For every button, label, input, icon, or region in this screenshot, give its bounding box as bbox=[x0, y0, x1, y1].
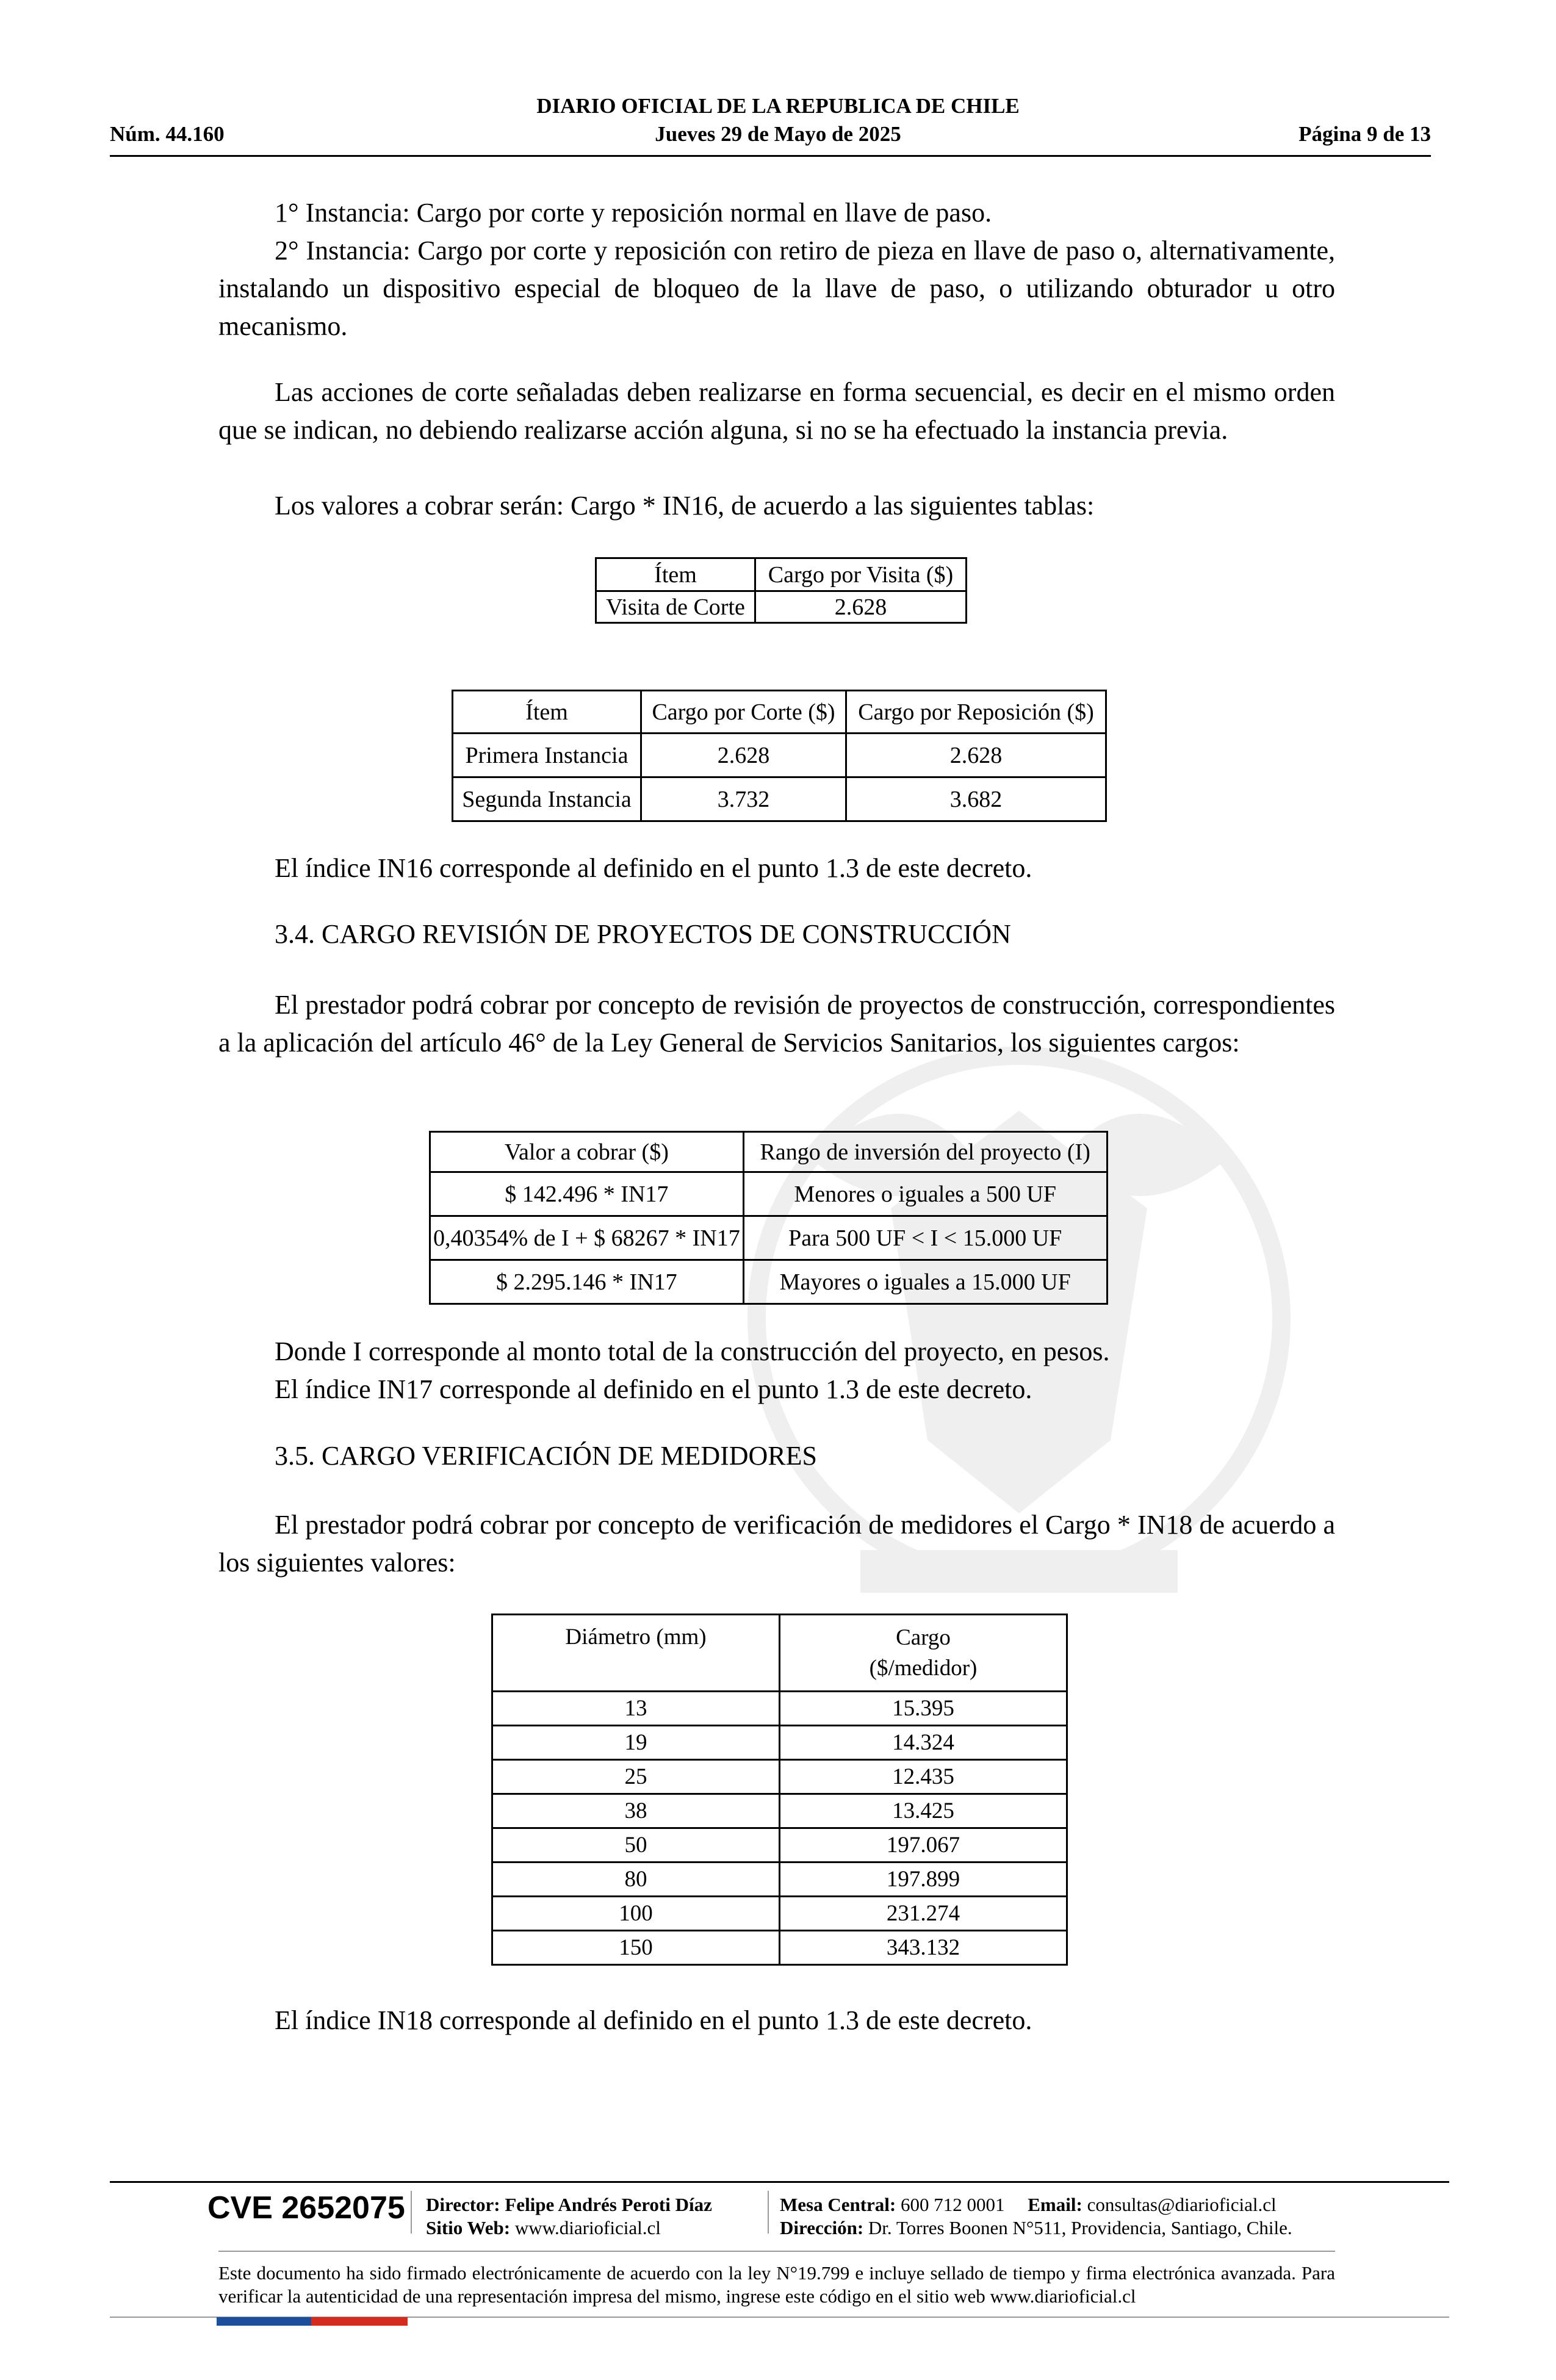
table-cell: 2.628 bbox=[846, 734, 1106, 777]
table-cell: 150 bbox=[492, 1931, 780, 1965]
table-header-cell: Ítem bbox=[453, 691, 641, 734]
table-row bbox=[430, 1260, 1108, 1304]
table-cell: Visita de Corte bbox=[596, 591, 755, 623]
table-cell: Segunda Instancia bbox=[453, 777, 641, 821]
table-cell: Primera Instancia bbox=[453, 734, 641, 777]
table-cell: 3.732 bbox=[641, 777, 846, 821]
footer-address-line bbox=[780, 2216, 1292, 2240]
table-row bbox=[492, 1828, 1067, 1863]
table-row bbox=[430, 1172, 1108, 1216]
table-header-cell: Cargo por Visita ($) bbox=[755, 558, 967, 591]
paragraph-in16: El índice IN16 corresponde al definido en el punto 1.3 de este decreto. bbox=[275, 853, 1032, 883]
table-row bbox=[596, 591, 967, 623]
mesa-label: Mesa Central: bbox=[780, 2194, 896, 2215]
page-indicator: Página 9 de 13 bbox=[1298, 122, 1431, 146]
table-cell: 19 bbox=[492, 1726, 780, 1760]
email-label: Email: bbox=[1028, 2194, 1082, 2215]
table-cell: Mayores o iguales a 15.000 UF bbox=[743, 1260, 1107, 1304]
address-value: Dr. Torres Boonen N°511, Providencia, Santiago, Chile. bbox=[868, 2217, 1292, 2238]
table-cell: $ 2.295.146 * IN17 bbox=[430, 1260, 744, 1304]
flag-stripe-blue bbox=[217, 2317, 311, 2326]
paragraph-values-intro: Los valores a cobrar serán: Cargo * IN16, de acuerdo a las siguientes tablas: bbox=[275, 491, 1095, 521]
table-cell: 14.324 bbox=[780, 1726, 1067, 1760]
table-row bbox=[492, 1692, 1067, 1726]
paragraph-donde-i: Donde I corresponde al monto total de la construcción del proyecto, en pesos. bbox=[275, 1336, 1110, 1366]
paragraph-revision-proyectos: El prestador podrá cobrar por concepto de revisión de proyectos de construcción, correspondientes a la aplicación del artículo 46° de la Ley General de Servicios Sanitarios, los siguientes cargos: bbox=[218, 990, 1335, 1058]
table-row bbox=[492, 1897, 1067, 1931]
table-revision-proyectos bbox=[429, 1131, 1108, 1305]
table-cell: 15.395 bbox=[780, 1692, 1067, 1726]
table-cell: 13 bbox=[492, 1692, 780, 1726]
issue-date: Jueves 29 de Mayo de 2025 bbox=[655, 122, 901, 146]
table-cell: Para 500 UF < I < 15.000 UF bbox=[743, 1216, 1107, 1260]
table-row bbox=[430, 1216, 1108, 1260]
paragraph-sequential-actions: Las acciones de corte señaladas deben realizarse en forma secuencial, es decir en el mismo orden que se indican, no debiendo realizarse acción alguna, si no se ha efectuado la instancia previa. bbox=[218, 377, 1335, 445]
table-cargo-visita bbox=[595, 557, 967, 624]
address-label: Dirección: bbox=[780, 2217, 864, 2238]
table-header-cell bbox=[492, 1615, 780, 1692]
table-row bbox=[453, 777, 1106, 821]
table-cargo-corte-reposicion bbox=[452, 690, 1107, 822]
table-header-cell: Valor a cobrar ($) bbox=[430, 1132, 744, 1172]
table-cell: 25 bbox=[492, 1760, 780, 1794]
table-cell: 80 bbox=[492, 1863, 780, 1897]
header-divider bbox=[110, 155, 1431, 157]
paragraph-first-instance: 1° Instancia: Cargo por corte y reposición normal en llave de paso. bbox=[275, 198, 992, 228]
table-cell: 12.435 bbox=[780, 1760, 1067, 1794]
web-label: Sitio Web: bbox=[426, 2217, 511, 2238]
table-header-cell bbox=[780, 1615, 1067, 1692]
header-cargo: Cargo bbox=[896, 1625, 951, 1650]
table-cell: 197.899 bbox=[780, 1863, 1067, 1897]
table-cell: $ 142.496 * IN17 bbox=[430, 1172, 744, 1216]
paragraph-second-instance: 2° Instancia: Cargo por corte y reposición con retiro de pieza en llave de paso o, alternativamente, instalando un dispositivo especial de bloqueo de la llave de paso, o utilizando obturador u otro mecanismo. bbox=[218, 236, 1335, 341]
footer-divider bbox=[110, 2181, 1449, 2183]
table-cell: 100 bbox=[492, 1897, 780, 1931]
table-header-cell: Rango de inversión del proyecto (I) bbox=[743, 1132, 1107, 1172]
table-row bbox=[453, 734, 1106, 777]
footer-separator bbox=[411, 2191, 412, 2234]
table-cell: 38 bbox=[492, 1794, 780, 1828]
table-header-cell: Cargo por Reposición ($) bbox=[846, 691, 1106, 734]
table-cell: Menores o iguales a 500 UF bbox=[743, 1172, 1107, 1216]
footer-inner-divider bbox=[218, 2251, 1335, 2252]
table-row bbox=[492, 1931, 1067, 1965]
mesa-phone: 600 712 0001 bbox=[901, 2194, 1005, 2215]
footer-web-line bbox=[426, 2216, 661, 2240]
header-cargo-unit: ($/medidor) bbox=[869, 1655, 978, 1681]
footer-director-line bbox=[426, 2193, 712, 2216]
legal-notice: Este documento ha sido firmado electrónicamente de acuerdo con la ley N°19.799 e incluye sellado de tiempo y firma electrónica avanzada. Para verificar la autenticidad de una representación impresa del mismo, ingrese este código en el sitio web www.diarioficial.cl bbox=[218, 2262, 1335, 2307]
footer-contact-line bbox=[780, 2193, 1277, 2216]
table-header-cell: Cargo por Corte ($) bbox=[641, 691, 846, 734]
cve-code: CVE 2652075 bbox=[207, 2190, 405, 2226]
paragraph-in17: El índice IN17 corresponde al definido en el punto 1.3 de este decreto. bbox=[275, 1374, 1032, 1404]
table-cell: 2.628 bbox=[641, 734, 846, 777]
heading-3-5: 3.5. CARGO VERIFICACIÓN DE MEDIDORES bbox=[275, 1441, 818, 1471]
heading-3-4: 3.4. CARGO REVISIÓN DE PROYECTOS DE CONSTRUCCIÓN bbox=[275, 919, 1011, 949]
header-diametro: Diámetro (mm) bbox=[565, 1625, 707, 1650]
email-link[interactable]: consultas@diarioficial.cl bbox=[1087, 2194, 1277, 2215]
director-name: Felipe Andrés Peroti Díaz bbox=[505, 2194, 712, 2215]
newspaper-title: DIARIO OFICIAL DE LA REPUBLICA DE CHILE bbox=[536, 94, 1020, 118]
table-cell: 343.132 bbox=[780, 1931, 1067, 1965]
table-verificacion-medidores bbox=[491, 1614, 1068, 1966]
paragraph-in18: El índice IN18 corresponde al definido en el punto 1.3 de este decreto. bbox=[275, 2005, 1032, 2035]
table-row bbox=[492, 1726, 1067, 1760]
table-cell: 13.425 bbox=[780, 1794, 1067, 1828]
table-cell: 3.682 bbox=[846, 777, 1106, 821]
footer-separator bbox=[768, 2191, 769, 2234]
table-row bbox=[492, 1760, 1067, 1794]
table-cell: 50 bbox=[492, 1828, 780, 1863]
table-row bbox=[492, 1794, 1067, 1828]
table-cell: 231.274 bbox=[780, 1897, 1067, 1931]
issue-number: Núm. 44.160 bbox=[110, 122, 225, 146]
table-row bbox=[492, 1863, 1067, 1897]
table-header-cell: Ítem bbox=[596, 558, 755, 591]
paragraph-verificacion-medidores: El prestador podrá cobrar por concepto de verificación de medidores el Cargo * IN18 de acuerdo a los siguientes valores: bbox=[218, 1510, 1335, 1578]
table-cell: 197.067 bbox=[780, 1828, 1067, 1863]
table-cell: 2.628 bbox=[755, 591, 967, 623]
web-link[interactable]: www.diarioficial.cl bbox=[514, 2217, 661, 2238]
table-cell: 0,40354% de I + $ 68267 * IN17 bbox=[430, 1216, 744, 1260]
flag-stripe-red bbox=[311, 2317, 408, 2326]
director-label: Director: bbox=[426, 2194, 500, 2215]
